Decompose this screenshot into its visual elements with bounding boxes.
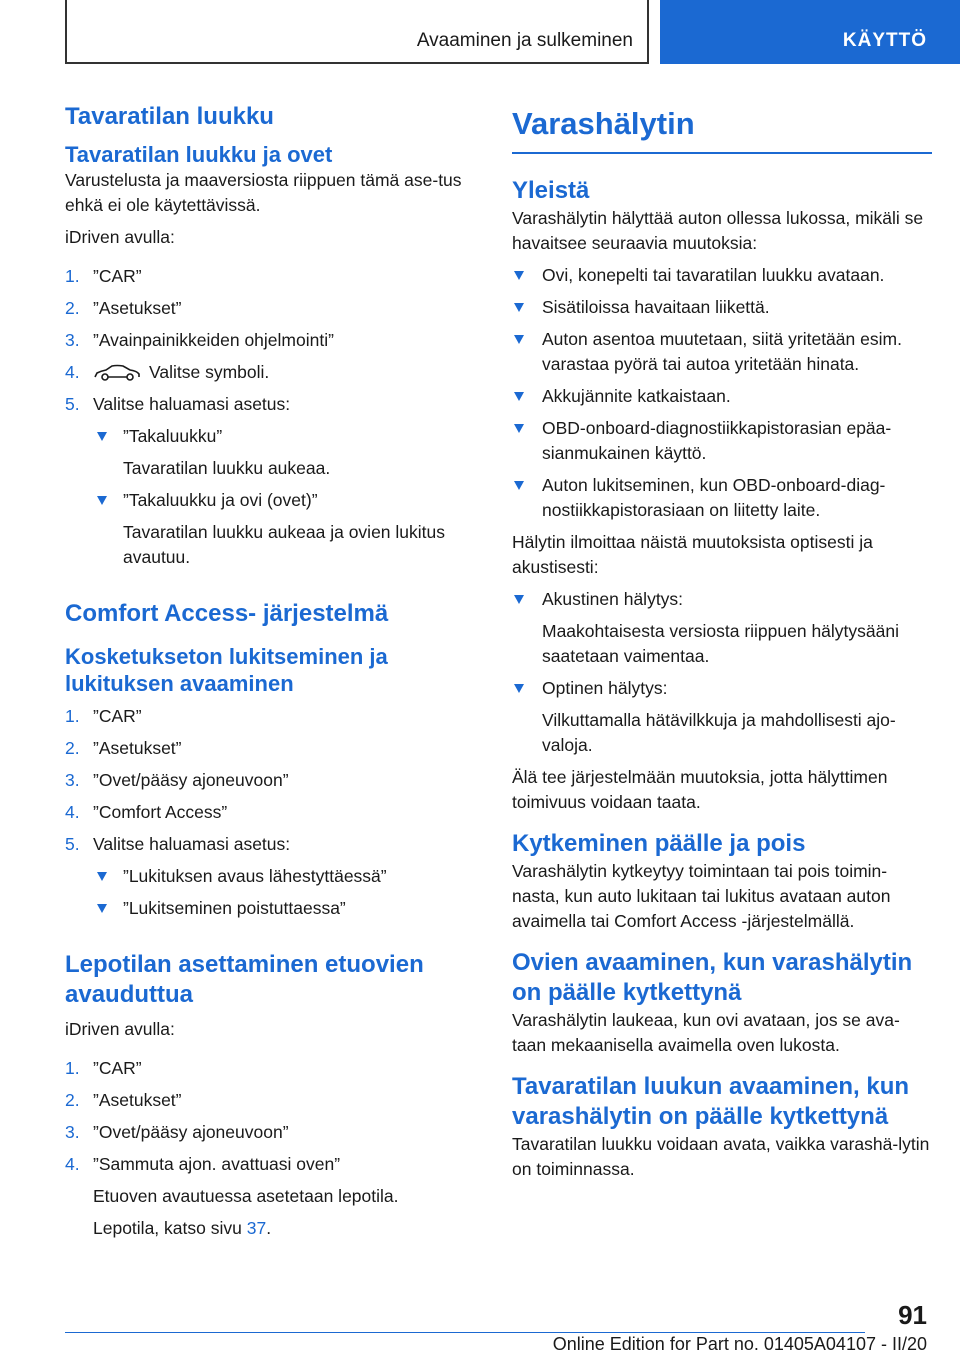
list-item: OBD-onboard-diagnostiikkapistorasian epäa-sianmukainen käyttö. — [512, 416, 932, 466]
comfort-steps-list — [65, 704, 475, 921]
subsection-title-doors: Ovien avaaminen, kun varashälytin on päälle kytkettynä — [512, 949, 913, 1006]
left-column — [65, 100, 475, 1248]
list-item: 3. ”Ovet/pääsy ajoneuvoon” — [65, 1122, 289, 1142]
header-chapter-tab — [660, 0, 960, 64]
subsection-title-trunk: Tavaratilan luukun avaaminen, kun varashälytin on päälle kytkettynä — [512, 1073, 910, 1130]
section-title-rest-mode: Lepotilan asettaminen etuovien avauduttua — [65, 951, 424, 1008]
subsection-title-keyless: Kosketukseton lukitseminen ja lukituksen avaaminen — [65, 644, 388, 696]
option-item: ”Lukituksen avaus lähestyttäessä” — [65, 864, 475, 889]
car-symbol-icon — [93, 364, 141, 382]
list-item: 1. ”CAR” — [65, 266, 142, 286]
list-item: 4. ”Sammuta ajon. avattuasi oven” — [65, 1154, 341, 1174]
list-item: 4. Valitse symboli. — [65, 362, 270, 382]
triangle-bullet-icon — [514, 481, 524, 490]
triangle-bullet-icon — [514, 303, 524, 312]
list-item: 1. ”CAR” — [65, 706, 142, 726]
rest-steps-list — [65, 1056, 475, 1241]
triangle-bullet-icon — [514, 684, 524, 693]
subsection-title-trunk-doors: Tavaratilan luukku ja ovet — [65, 142, 333, 167]
triangle-bullet-icon — [97, 432, 107, 441]
triangle-bullet-icon — [97, 904, 107, 913]
triangle-bullet-icon — [514, 335, 524, 344]
list-item: 2. ”Asetukset” — [65, 1090, 182, 1110]
triangle-bullet-icon — [514, 392, 524, 401]
right-column — [512, 100, 932, 1182]
list-item: Auton asentoa muutetaan, siitä yritetään esim. varastaa pyörä tai autoa yritetään hinata. — [512, 327, 932, 377]
idrive-label: iDriven avulla: — [65, 1019, 175, 1039]
option-item: ”Lukitseminen poistuttaessa” — [65, 896, 475, 921]
footer-text: Online Edition for Part no. 01405A04107 - II/20 — [552, 1334, 927, 1354]
list-item: Optinen hälytys: — [512, 676, 932, 701]
list-item: 3. ”Avainpainikkeiden ohjelmointi” — [65, 330, 334, 350]
rest-page-reference: Lepotila, katso sivu 37. — [93, 1218, 272, 1238]
header-chapter-title: KÄYTTÖ — [842, 30, 927, 51]
footer-divider — [65, 1332, 865, 1333]
list-item: Akustinen hälytys: — [512, 587, 932, 612]
general-text: Varashälytin hälyttää auton ollessa lukossa, mikäli se havaitsee seuraavia muutoksia: — [512, 208, 924, 253]
indicator-desc: Vilkuttamalla hätävilkkuja ja mahdollisesti ajo-valoja. — [542, 710, 896, 755]
page-number: 91 — [898, 1300, 927, 1330]
list-item: 2. ”Asetukset” — [65, 298, 182, 318]
trunk-text: Tavaratilan luukku voidaan avata, vaikka varashä-lytin on toiminnassa. — [512, 1134, 930, 1179]
subsection-title-on-off: Kytkeminen päälle ja pois — [512, 830, 806, 857]
list-item: 5. Valitse haluamasi asetus: — [65, 834, 291, 854]
option-item: ”Takaluukku” — [65, 424, 475, 449]
indicator-desc: Maakohtaisesta versiosta riippuen hälytysääni saatetaan vaimentaa. — [542, 621, 899, 666]
list-item: 5. Valitse haluamasi asetus: — [65, 394, 291, 414]
option-desc: Tavaratilan luukku aukeaa ja ovien lukitus avautuu. — [123, 522, 445, 567]
option-item: ”Takaluukku ja ovi (ovet)” — [65, 488, 475, 513]
list-item: 1. ”CAR” — [65, 1058, 142, 1078]
list-item: 2. ”Asetukset” — [65, 738, 182, 758]
indicate-text: Hälytin ilmoittaa näistä muutoksista optisesti ja akustisesti: — [512, 532, 873, 577]
alarm-triggers-list — [512, 263, 932, 523]
header-section-box — [65, 0, 649, 64]
list-item: Ovi, konepelti tai tavaratilan luukku avataan. — [512, 263, 932, 288]
on-off-text: Varashälytin kytkeytyy toimintaan tai pois toimin-nasta, kun auto lukitaan tai lukitus avataan auton avaimella tai Comfort Access -järjestelmällä. — [512, 861, 891, 931]
rest-note: Etuoven avautuessa asetetaan lepotila. — [93, 1186, 399, 1206]
doors-text: Varashälytin laukeaa, kun ovi avataan, jos se ava-taan mekaanisella avaimella oven lukosta. — [512, 1010, 900, 1055]
warning-text: Älä tee järjestelmään muutoksia, jotta hälyttimen toimivuus voidaan taata. — [512, 767, 888, 812]
subsection-title-general: Yleistä — [512, 177, 590, 204]
list-item: Auton lukitseminen, kun OBD-onboard-diag-nostiikkapistorasiaan on liitetty laite. — [512, 473, 932, 523]
list-item: Akkujännite katkaistaan. — [512, 384, 932, 409]
list-item: 4. ”Comfort Access” — [65, 802, 228, 822]
triangle-bullet-icon — [97, 496, 107, 505]
list-item: Sisätiloissa havaitaan liikettä. — [512, 295, 932, 320]
section-title-alarm: Varashälytin — [512, 106, 932, 154]
header-section-title: Avaaminen ja sulkeminen — [416, 30, 633, 51]
intro-text: Varustelusta ja maaversiosta riippuen tämä ase-tus ehkä ei ole käytettävissä. — [65, 170, 462, 215]
triangle-bullet-icon — [514, 424, 524, 433]
option-desc: Tavaratilan luukku aukeaa. — [123, 458, 331, 478]
section-title-comfort-access: Comfort Access- järjestelmä — [65, 600, 389, 627]
triangle-bullet-icon — [97, 872, 107, 881]
idrive-label: iDriven avulla: — [65, 227, 175, 247]
triangle-bullet-icon — [514, 271, 524, 280]
triangle-bullet-icon — [514, 595, 524, 604]
alarm-indicators-list — [512, 587, 932, 758]
page-link[interactable]: 37 — [246, 1218, 267, 1238]
list-item: 3. ”Ovet/pääsy ajoneuvoon” — [65, 770, 289, 790]
trunk-steps-list — [65, 264, 475, 570]
section-title-trunk-lid: Tavaratilan luukku — [65, 103, 274, 130]
